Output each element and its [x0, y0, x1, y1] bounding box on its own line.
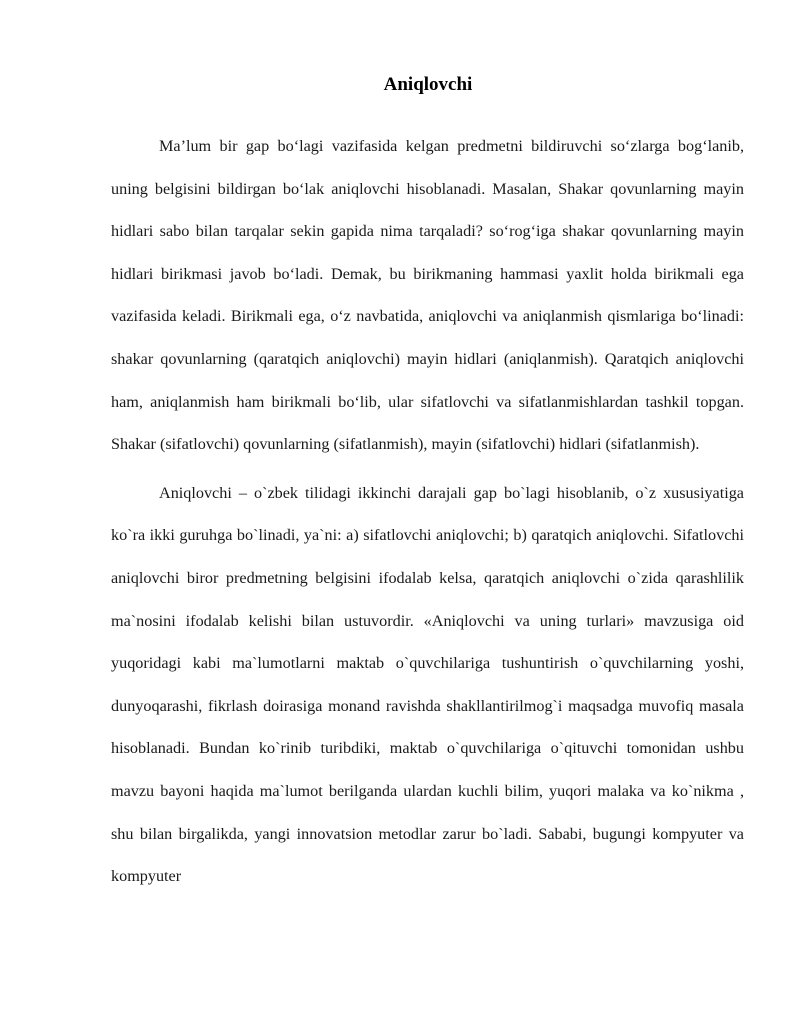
document-title: Aniqlovchi — [383, 74, 473, 95]
document-body — [111, 125, 744, 904]
paragraph-1: Ma’lum bir gap bo‘lagi vazifasida kelgan predmetni bildiruvchi so‘zlarga bog‘lanib, uning belgisini bildirgan bo‘lak aniqlovchi hisoblanadi. Masalan, Shakar qovunlarning mayin hidlari sabo bilan tarqalar sekin gapida nima tarqaladi? so‘rog‘iga shakar qovunlarning mayin hidlari birikmasi javob bo‘ladi. Demak, bu birikmaning hammasi yaxlit holda birikmali ega vazifasida keladi. Birikmali ega, o‘z navbatida, aniqlovchi va aniqlanmish qismlariga bo‘linadi: shakar qovunlarning (qaratqich aniqlovchi) mayin hidlari (aniqlanmish). Qaratqich aniqlovchi ham, aniqlanmish ham birikmali bo‘lib, ular sifatlovchi va sifatlanmishlardan tashkil topgan. Shakar (sifatlovchi) qovunlarning (sifatlanmish), mayin (sifatlovchi) hidlari (sifatlanmish). — [111, 137, 744, 454]
paragraph-2: Aniqlovchi – o`zbek tilidagi ikkinchi darajali gap bo`lagi hisoblanib, o`z xususiyatiga ko`ra ikki guruhga bo`linadi, ya`ni: a) sifatlovchi aniqlovchi; b) qaratqich aniqlovchi. Sifatlovchi aniqlovchi biror predmetning belgisini ifodalab kelsa, qaratqich aniqlovchi o`zida qarashlilik ma`nosini ifodalab kelishi bilan ustuvordir. «Aniqlovchi va uning turlari» mavzusiga oid yuqoridagi kabi ma`lumotlarni maktab o`quvchilariga tushuntirish o`quvchilarning yoshi, dunyoqarashi, fikrlash doirasiga monand ravishda shakllantirilmog`i maqsadga muvofiq masala hisoblanadi. Bundan ko`rinib turibdiki, maktab o`quvchilariga o`qituvchi tomonidan ushbu mavzu bayoni haqida ma`lumot berilganda ulardan kuchli bilim, yuqori malaka va ko`nikma , shu bilan birgalikda, yangi innovatsion metodlar zarur bo`ladi. Sababi, bugungi kompyuter va kompyuter — [111, 483, 744, 886]
